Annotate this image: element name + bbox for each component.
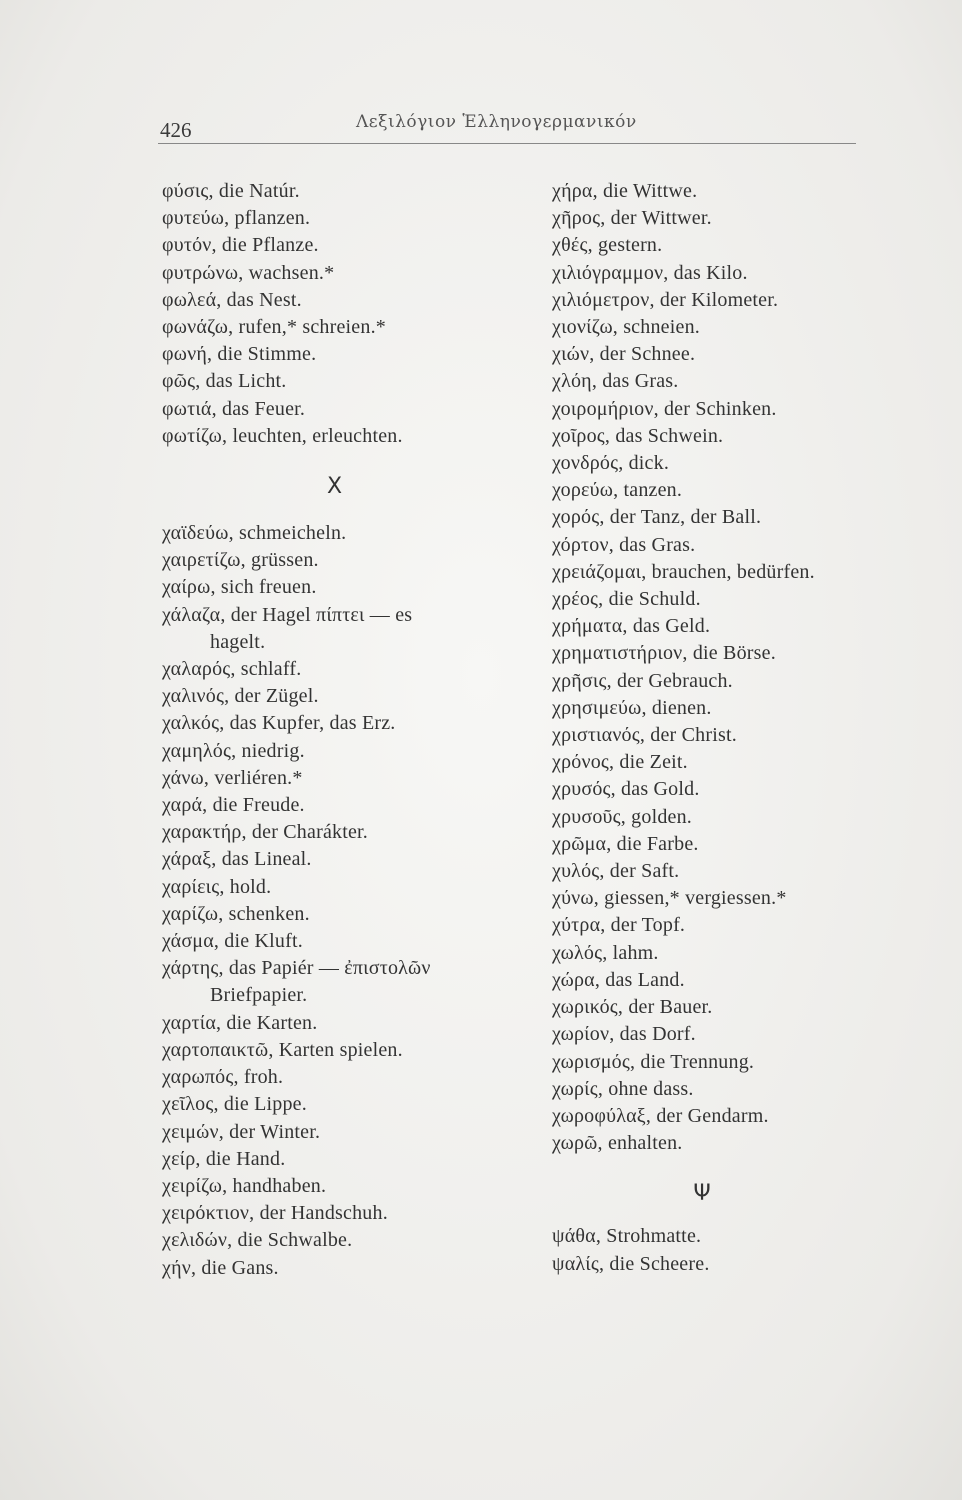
dictionary-entry-continuation: Briefpapier.: [210, 984, 308, 1007]
dictionary-entry: χαϊδεύω, schmeicheln.: [162, 522, 347, 545]
dictionary-entry: χωρίς, ohne dass.: [552, 1077, 694, 1100]
dictionary-entry: χαρίεις, hold.: [162, 875, 272, 898]
dictionary-entry: χωρίον, das Dorf.: [552, 1023, 696, 1046]
dictionary-entry: χάσμα, die Kluft.: [162, 930, 303, 953]
dictionary-entry: χάνω, verliéren.*: [162, 766, 303, 789]
dictionary-entry: φωνάζω, rufen,* schreien.*: [162, 316, 386, 339]
header-rule: [158, 143, 856, 144]
dictionary-entry: χιονίζω, schneien.: [552, 316, 700, 339]
dictionary-entry: χύτρα, der Topf.: [552, 914, 686, 937]
dictionary-entry: χυλός, der Saft.: [552, 860, 680, 883]
dictionary-entry: χωρικός, der Bauer.: [552, 996, 713, 1019]
dictionary-entry: χρόνος, die Zeit.: [552, 751, 688, 774]
dictionary-entry: φύσις, die Natúr.: [162, 180, 300, 202]
running-title: Λεξιλόγιον Ἑλληνογερμανικόν: [356, 112, 637, 132]
dictionary-entry: χαρακτήρ, der Charákter.: [162, 821, 369, 844]
dictionary-entry: χρήματα, das Geld.: [552, 615, 711, 638]
dictionary-entry: χρῆσις, der Gebrauch.: [552, 669, 733, 692]
dictionary-entry: χωρῶ, enhalten.: [552, 1132, 683, 1155]
dictionary-entry: χρειάζομαι, brauchen, bedürfen.: [552, 560, 815, 583]
right-entries-chi: [552, 178, 852, 1157]
dictionary-entry: χιλιόγραμμον, das Kilo.: [552, 261, 748, 284]
dictionary-entry: χειρίζω, handhaben.: [162, 1174, 327, 1197]
dictionary-entry: χριστιανός, der Christ.: [552, 724, 737, 747]
dictionary-entry: φωλεά, das Nest.: [162, 288, 302, 311]
dictionary-entry: χαιρετίζω, grüssen.: [162, 549, 319, 572]
dictionary-entry: χθές, gestern.: [552, 234, 663, 257]
dictionary-entry: χοῖρος, das Schwein.: [552, 424, 724, 447]
dictionary-entry: χαλκός, das Kupfer, das Erz.: [162, 712, 396, 735]
dictionary-entry: χελιδών, die Schwalbe.: [162, 1229, 353, 1252]
dictionary-entry: χαρτία, die Karten.: [162, 1011, 318, 1034]
dictionary-entry: φῶς, das Licht.: [162, 370, 287, 393]
dictionary-entry: χαίρω, sich freuen.: [162, 576, 317, 599]
dictionary-entry: χαμηλός, niedrig.: [162, 739, 305, 762]
right-entries-psi: [552, 1223, 852, 1277]
page-number: 426: [160, 118, 192, 142]
dictionary-entry: φυτόν, die Pflanze.: [162, 234, 319, 257]
dictionary-entry: χύνω, giessen,* vergiessen.*: [552, 887, 787, 910]
dictionary-entry: χρηματιστήριον, die Börse.: [552, 642, 776, 665]
dictionary-entry: χήν, die Gans.: [162, 1256, 279, 1279]
left-entries-chi: [162, 520, 532, 1282]
dictionary-entry: χαρίζω, schenken.: [162, 902, 310, 925]
dictionary-entry: χιών, der Schnee.: [552, 343, 696, 366]
dictionary-entry: χοιρομήριον, der Schinken.: [552, 397, 777, 420]
dictionary-entry: χρέος, die Schuld.: [552, 588, 701, 611]
dictionary-entry: χαλαρός, schlaff.: [162, 658, 302, 681]
dictionary-entry: χαρτοπαικτῶ, Karten spielen.: [162, 1038, 403, 1061]
dictionary-entry: χωροφύλαξ, der Gendarm.: [552, 1104, 769, 1127]
left-column: [162, 178, 532, 1282]
dictionary-entry: χονδρός, dick.: [552, 452, 670, 475]
dictionary-entry: φωτιά, das Feuer.: [162, 397, 306, 420]
dictionary-entry: χρησιμεύω, dienen.: [552, 696, 712, 719]
dictionary-entry: ψάθα, Strohmatte.: [552, 1225, 702, 1248]
dictionary-entry: χάρτης, das Papiér — ἐπιστολῶν: [162, 957, 431, 980]
dictionary-entry: χορεύω, tanzen.: [552, 479, 683, 502]
dictionary-entry: χλόη, das Gras.: [552, 370, 679, 393]
dictionary-entry: χορός, der Tanz, der Ball.: [552, 506, 762, 529]
dictionary-entry: χειρόκτιον, der Handschuh.: [162, 1202, 388, 1225]
dictionary-entry: χρυσοῦς, golden.: [552, 805, 692, 828]
left-entries-phi: [162, 178, 532, 450]
dictionary-entry: χαλινός, der Zügel.: [162, 685, 319, 708]
dictionary-entry: χρῶμα, die Farbe.: [552, 832, 699, 855]
dictionary-entry: χείρ, die Hand.: [162, 1147, 286, 1170]
dictionary-entry: χιλιόμετρον, der Kilometer.: [552, 288, 779, 311]
dictionary-entry: χώρα, das Land.: [552, 968, 685, 991]
dictionary-entry: χωλός, lahm.: [552, 941, 659, 964]
section-letter-chi: X: [326, 474, 343, 500]
dictionary-entry: φωτίζω, leuchten, erleuchten.: [162, 424, 403, 447]
dictionary-entry: φυτεύω, pflanzen.: [162, 207, 311, 230]
dictionary-entry: χαρωπός, froh.: [162, 1066, 284, 1089]
dictionary-entry: χόρτον, das Gras.: [552, 533, 696, 556]
dictionary-entry: φωνή, die Stimme.: [162, 343, 317, 366]
dictionary-entry: χάλαζα, der Hagel πίπτει — es: [162, 603, 413, 626]
dictionary-entry: ψαλίς, die Scheere.: [552, 1252, 710, 1275]
dictionary-entry: χήρα, die Wittwe.: [552, 180, 698, 202]
dictionary-entry: χειμών, der Winter.: [162, 1120, 321, 1143]
dictionary-entry: χεῖλος, die Lippe.: [162, 1093, 307, 1116]
dictionary-entry: χωρισμός, die Trennung.: [552, 1050, 755, 1073]
dictionary-entry: χῆρος, der Wittwer.: [552, 207, 712, 230]
right-column: [552, 178, 852, 1278]
dictionary-entry: χρυσός, das Gold.: [552, 778, 700, 801]
dictionary-entry: χάραξ, das Lineal.: [162, 848, 312, 871]
dictionary-entry: χαρά, die Freude.: [162, 794, 305, 817]
dictionary-entry: φυτρώνω, wachsen.*: [162, 261, 335, 284]
dictionary-entry-continuation: hagelt.: [210, 630, 266, 653]
section-letter-psi: Ψ: [693, 1181, 711, 1207]
